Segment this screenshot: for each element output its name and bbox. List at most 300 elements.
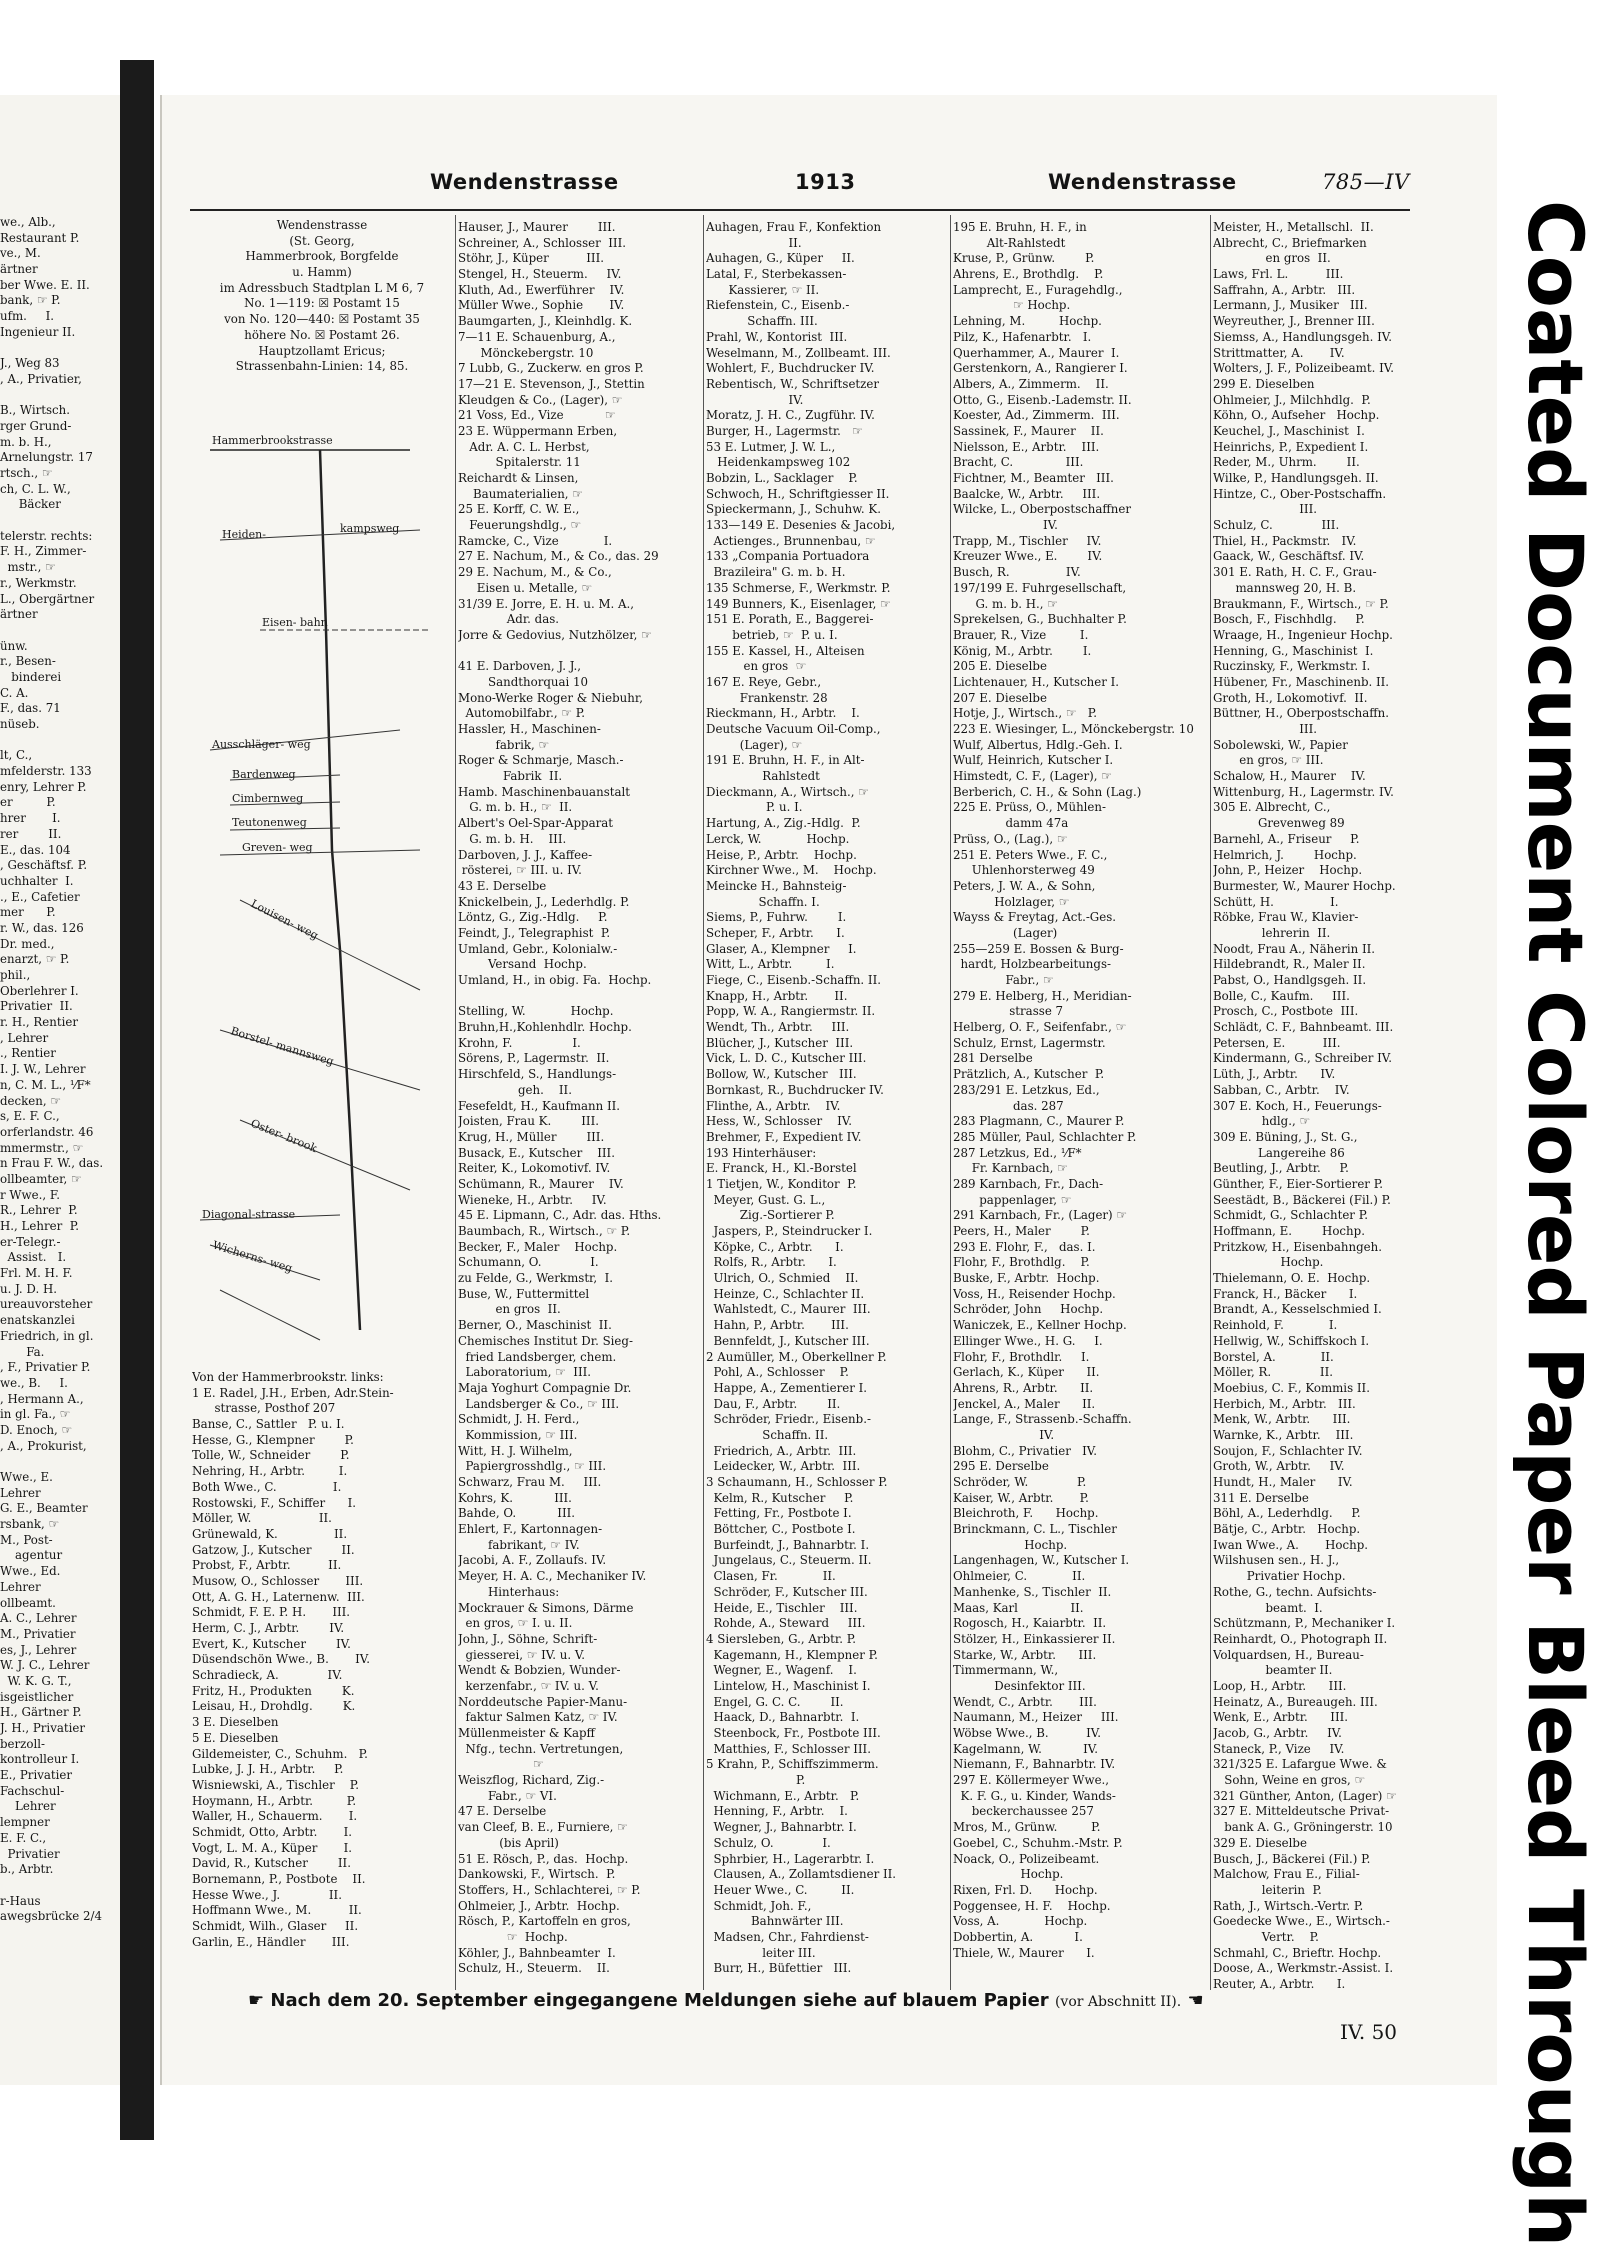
- c2-line: Kommission, ☞ III.: [458, 1427, 578, 1442]
- c3-line: Kelm, R., Kutscher P.: [706, 1490, 854, 1505]
- c3-line: 193 Hinterhäuser:: [706, 1145, 817, 1160]
- c2-line: Papiergrosshdlg., ☞ III.: [458, 1459, 607, 1474]
- left-line: orferlandstr. 46: [0, 1124, 94, 1139]
- c5-line: Schützmann, P., Mechaniker I.: [1213, 1616, 1396, 1631]
- left-line: m. b. H.,: [0, 434, 52, 449]
- c4-line: Kagelmann, W. IV.: [953, 1741, 1098, 1756]
- left-line: Lehrer: [0, 1485, 41, 1500]
- footer-text: Nach dem 20. September eingegangene Meldungen siehe auf blauem Papier: [270, 1990, 1049, 2011]
- c4-line: Blohm, C., Privatier IV.: [953, 1443, 1097, 1458]
- c3-line: Spieckermann, J., Schuhw. K.: [706, 502, 881, 517]
- c4-line: Wulf, Albertus, Hdlg.-Geh. I.: [953, 737, 1123, 752]
- c4-line: Timmermann, W.,: [953, 1663, 1059, 1678]
- c5-line: Sobolewski, W., Papier: [1213, 737, 1348, 752]
- c3-line: en gros ☞: [706, 659, 807, 674]
- c5-line: Privatier Hochp.: [1213, 1569, 1346, 1584]
- left-line: Lehrer: [0, 1799, 56, 1814]
- c2-line: Umland, Gebr., Kolonialw.-: [458, 941, 618, 956]
- c2-line: Berner, O., Maschinist II.: [458, 1318, 612, 1333]
- c3-line: Bennfeldt, J., Kutscher III.: [706, 1333, 870, 1348]
- c5-line: Beutling, J., Arbtr. P.: [1213, 1161, 1349, 1176]
- c5-line: Iwan Wwe., A. Hochp.: [1213, 1537, 1369, 1552]
- c4-line: Hochp.: [953, 1537, 1068, 1552]
- intro-line: Hammerbrook, Borgfelde: [245, 249, 399, 264]
- c1-line: Hesse Wwe., J. II.: [192, 1887, 342, 1902]
- c5-line: Hundt, H., Maler IV.: [1213, 1475, 1353, 1489]
- c5-line: Büttner, H., Oberpostschaffn.: [1213, 706, 1390, 721]
- c2-line: fabrik, ☞: [458, 737, 550, 752]
- c4-line: Rogosch, H., Kaiarbtr. II.: [953, 1616, 1107, 1631]
- c5-line: Ohlmeier, J., Milchhdlg. P.: [1213, 392, 1371, 407]
- c2-line: Jorre & Gedovius, Nutzhölzer, ☞: [458, 627, 652, 642]
- c3-line: betrieb, ☞ P. u. I.: [706, 627, 838, 642]
- intro-line: höhere No. ☒ Postamt 26.: [244, 327, 400, 342]
- left-line: ollbeamter, ☞: [0, 1171, 82, 1186]
- c4-line: Kruse, P., Grünw. P.: [953, 251, 1095, 266]
- left-line: enatskanzlei: [0, 1313, 75, 1328]
- c2-line: Kohrs, K. III.: [458, 1490, 572, 1505]
- map-label-borstel: Borstel- mannsweg: [229, 1024, 336, 1069]
- c1-line: Fritz, H., Produkten K.: [192, 1683, 355, 1698]
- street-intro: [192, 218, 452, 375]
- c3-line: Burfeindt, J., Bahnarbtr. I.: [706, 1537, 870, 1552]
- c5-line: Malchow, Frau E., Filial-: [1213, 1867, 1360, 1882]
- c2-line: Hirschfeld, S., Handlungs-: [458, 1067, 617, 1082]
- map-label-greven: Greven- weg: [242, 841, 313, 854]
- left-line: berzoll-: [0, 1736, 46, 1751]
- c3-line: Dau, F., Arbtr. II.: [706, 1396, 841, 1411]
- c3-line: Rieckmann, H., Arbtr. I.: [706, 706, 860, 721]
- c4-line: Hochp.: [953, 1867, 1064, 1882]
- c1-line: Hoffmann Wwe., M. II.: [192, 1903, 362, 1918]
- c2-line: [458, 644, 703, 660]
- pointing-hand-icon: ☛: [248, 1990, 271, 2011]
- left-line: Restaurant P.: [0, 230, 80, 245]
- c4-line: 293 E. Flohr, F., das. I.: [953, 1239, 1096, 1254]
- footer-note: (vor Abschnitt II).: [1054, 1994, 1182, 2010]
- left-line: r. W., das. 126: [0, 920, 84, 935]
- map-label-wichern: Wicherns- weg: [211, 1238, 294, 1276]
- c5-line: Reuter, A., Arbtr. I.: [1213, 1977, 1346, 1991]
- c3-line: Prahl, W., Kontorist III.: [706, 329, 848, 344]
- c5-line: 327 E. Mitteldeutsche Privat-: [1213, 1804, 1390, 1819]
- c2-line: Fabr., ☞ VI.: [458, 1788, 557, 1803]
- c5-line: Seestädt, B., Bäckerei (Fil.) P.: [1213, 1192, 1391, 1207]
- c4-line: 281 Derselbe: [953, 1051, 1033, 1066]
- c5-line: Helmrich, J. Hochp.: [1213, 847, 1357, 862]
- c2-line: kerzenfabr., ☞ IV. u. V.: [458, 1678, 599, 1693]
- column-divider: [950, 215, 951, 1990]
- c4-line: Flohr, F., Brothdlg. P.: [953, 1255, 1090, 1270]
- c5-line: Schalow, H., Maurer IV.: [1213, 769, 1366, 784]
- left-line: W. K. G. T.,: [0, 1673, 72, 1688]
- footer-notice: [248, 1990, 1204, 2011]
- c2-line: Ehlert, F., Kartonnagen-: [458, 1522, 603, 1537]
- c5-line: bank A. G., Gröningerstr. 10: [1213, 1820, 1393, 1835]
- c5-line: Schulz, C. III.: [1213, 518, 1340, 533]
- c4-line: Hotje, J., Wirtsch., ☞ P.: [953, 706, 1098, 721]
- c2-line: Witt, H. J. Wilhelm,: [458, 1443, 573, 1458]
- c3-line: Heise, P., Arbtr. Hochp.: [706, 847, 857, 862]
- c4-line: Rixen, Frl. D. Hochp.: [953, 1882, 1098, 1897]
- c4-line: 223 E. Wiesinger, L., Mönckebergstr. 10: [953, 722, 1194, 736]
- left-line: enry, Lehrer P.: [0, 779, 87, 794]
- c4-line: 205 E. Dieselbe: [953, 659, 1047, 674]
- c3-line: Latal, F., Sterbekassen-: [706, 267, 847, 282]
- c5-line: Albrecht, C., Briefmarken: [1213, 235, 1367, 250]
- c3-line: Rohde, A., Steward III.: [706, 1616, 866, 1631]
- c3-line: Meyer, Gust. G. L.,: [706, 1192, 826, 1207]
- c3-line: Schwoch, H., Schriftgiesser II.: [706, 486, 890, 501]
- left-line: mfelderstr. 133: [0, 764, 92, 779]
- c4-line: Prüss, O., (Lag.), ☞: [953, 831, 1068, 846]
- c4-line: Peers, H., Maler P.: [953, 1224, 1090, 1238]
- c4-line: Stölzer, H., Einkassierer II.: [953, 1631, 1116, 1646]
- c4-line: G. m. b. H., ☞: [953, 596, 1058, 611]
- intro-line: Wendenstrasse: [276, 218, 368, 232]
- c4-line: Poggensee, H. F. Hochp.: [953, 1898, 1111, 1913]
- left-line: , F., Privatier P.: [0, 1360, 91, 1375]
- c3-line: Siems, P., Fuhrw. I.: [706, 910, 847, 925]
- c2-line: Stöhr, J., Küper III.: [458, 251, 604, 266]
- left-line: uchhalter I.: [0, 873, 74, 888]
- left-line: isgeistlicher: [0, 1689, 74, 1704]
- c2-line: Schulz, H., Steuerm. II.: [458, 1961, 610, 1976]
- left-line: A. C., Lehrer: [0, 1611, 77, 1626]
- c2-line: Hamb. Maschinenbauanstalt: [458, 784, 631, 799]
- c1-line: Probst, F., Arbtr. II.: [192, 1558, 342, 1573]
- c3-line: Knapp, H., Arbtr. II.: [706, 988, 848, 1003]
- c4-line: Sprekelsen, G., Buchhalter P.: [953, 612, 1127, 627]
- c3-line: Glaser, A., Klempner I.: [706, 941, 857, 956]
- c5-line: Hochp.: [1213, 1255, 1324, 1270]
- c5-line: Saffrahn, A., Arbtr. III.: [1213, 282, 1356, 297]
- left-line: ufm. I.: [0, 309, 55, 324]
- left-line: M., Post-: [0, 1532, 53, 1547]
- c4-line: Schröder, W. P.: [953, 1475, 1087, 1489]
- intro-line: Strassenbahn-Linien: 14, 85.: [235, 359, 409, 374]
- c3-line: 53 E. Lutmer, J. W. L.,: [706, 439, 836, 454]
- c3-line: Schröder, F., Kutscher III.: [706, 1584, 868, 1599]
- c4-line: Naumann, M., Heizer III.: [953, 1710, 1119, 1725]
- c5-line: Wraage, H., Ingenieur Hochp.: [1213, 627, 1393, 642]
- map-label-teutonenweg: Teutonenweg: [232, 816, 307, 829]
- c2-line: Maja Yoghurt Compagnie Dr.: [458, 1380, 632, 1395]
- c4-line: das. 287: [953, 1098, 1064, 1113]
- c4-line: Bracht, C. III.: [953, 455, 1084, 470]
- c4-line: Brinckmann, C. L., Tischler: [953, 1522, 1117, 1537]
- c2-line: fried Landsberger, chem.: [458, 1349, 617, 1364]
- c5-line: Strittmatter, A. IV.: [1213, 345, 1345, 360]
- c4-line: Lange, F., Strassenb.-Schaffn.: [953, 1412, 1132, 1427]
- c2-line: Adr. A. C. L. Herbst,: [458, 439, 590, 454]
- c5-line: Reder, M., Uhrm. II.: [1213, 455, 1360, 470]
- c3-line: Burr, H., Büfettier III.: [706, 1961, 852, 1976]
- c4-line: Jenckel, A., Maler II.: [953, 1396, 1096, 1411]
- c4-line: Fr. Karnbach, ☞: [953, 1161, 1068, 1176]
- map-label-ausschlaeger: Ausschläger- weg: [212, 738, 311, 751]
- left-line: Fachschul-: [0, 1783, 65, 1798]
- c3-line: Lerck, W. Hochp.: [706, 831, 850, 846]
- c4-line: 283 Plagmann, C., Maurer P.: [953, 1114, 1125, 1129]
- c5-line: Weyreuther, J., Brenner III.: [1213, 314, 1375, 329]
- c5-line: Schmahl, C., Brieftr. Hochp.: [1213, 1945, 1382, 1960]
- left-line: hrer I.: [0, 811, 61, 826]
- left-line: [0, 1878, 120, 1894]
- c4-line: 283/291 E. Letzkus, Ed.,: [953, 1082, 1100, 1097]
- c3-line: Hahn, P., Arbtr. III.: [706, 1318, 849, 1333]
- c4-line: beckerchaussee 257: [953, 1804, 1094, 1819]
- c1-line: Rostowski, F., Schiffer I.: [192, 1495, 357, 1510]
- left-line: J. H., Privatier: [0, 1721, 86, 1735]
- left-line: r-Haus: [0, 1893, 41, 1908]
- c3-line: Heuer Wwe., C. II.: [706, 1882, 855, 1897]
- left-line: D. Enoch, ☞: [0, 1422, 73, 1437]
- c5-line: Rath, J., Wirtsch.-Vertr. P.: [1213, 1898, 1364, 1913]
- c3-line: P. u. I.: [706, 800, 803, 815]
- c1-line: strasse, Posthof 207: [192, 1401, 336, 1416]
- c4-line: 207 E. Dieselbe: [953, 690, 1047, 705]
- c2-line: 23 E. Wüppermann Erben,: [458, 423, 618, 438]
- c3-line: (Lager), ☞: [706, 737, 803, 752]
- c3-line: Meincke H., Bahnsteig-: [706, 878, 847, 893]
- directory-column-3: [706, 220, 950, 1977]
- left-line: Arnelungstr. 17: [0, 450, 93, 465]
- c3-line: Zig.-Sortierer P.: [706, 1208, 835, 1223]
- c5-line: Groth, H., Lokomotivf. II.: [1213, 690, 1368, 705]
- c3-line: Schmidt, Joh. F.,: [706, 1898, 812, 1913]
- c4-line: 279 E. Helberg, H., Meridian-: [953, 988, 1132, 1003]
- c5-line: hdlg., ☞: [1213, 1114, 1311, 1129]
- c3-line: Rolfs, R., Arbtr. I.: [706, 1255, 837, 1270]
- c4-line: Ahrens, R., Arbtr. II.: [953, 1380, 1094, 1395]
- c4-line: Noack, O., Polizeibeamt.: [953, 1851, 1100, 1866]
- c4-line: IV.: [953, 1427, 1055, 1442]
- c2-line: Schümann, R., Maurer IV.: [458, 1176, 624, 1191]
- c4-line: strasse 7: [953, 1004, 1064, 1019]
- c3-line: Clasen, Fr. II.: [706, 1569, 836, 1584]
- c1-line: Lubke, J. J. H., Arbtr. P.: [192, 1762, 344, 1777]
- c5-line: III.: [1213, 502, 1317, 517]
- c5-line: Wilke, P., Handlungsgeh. II.: [1213, 471, 1379, 485]
- c2-line: Adr. das.: [458, 612, 560, 627]
- c1-line: Nehring, H., Arbtr. I.: [192, 1464, 348, 1479]
- c1-line: 3 E. Dieselben: [192, 1715, 279, 1730]
- left-line: ve., M.: [0, 246, 41, 261]
- c5-line: Röbke, Frau W., Klavier-: [1213, 910, 1359, 925]
- c5-line: Borstel, A. II.: [1213, 1349, 1334, 1364]
- c5-line: Burmester, W., Maurer Hochp.: [1213, 878, 1396, 893]
- left-line: rsbank, ☞: [0, 1517, 60, 1532]
- c3-line: Brehmer, F., Expedient IV.: [706, 1129, 862, 1144]
- c1-line: Gatzow, J., Kutscher II.: [192, 1542, 355, 1557]
- c1-line: 1 E. Radel, J.H., Erben, Adr.Stein-: [192, 1385, 394, 1400]
- c4-line: (Lager): [953, 925, 1058, 940]
- c2-line: Jacobi, A. F., Zollaufs. IV.: [458, 1553, 607, 1568]
- c2-line: Mönckebergstr. 10: [458, 345, 594, 360]
- c5-line: Hintze, C., Ober-Postschaffn.: [1213, 486, 1387, 501]
- c5-line: 321 Günther, Anton, (Lager) ☞: [1213, 1788, 1397, 1803]
- left-line: Wwe., E.: [0, 1470, 53, 1484]
- c5-line: John, P., Heizer Hochp.: [1213, 863, 1363, 878]
- c1-line: Bornemann, P., Postbote II.: [192, 1872, 366, 1886]
- c2-line: Ohlmeier, J., Arbtr. Hochp.: [458, 1898, 620, 1913]
- c5-line: Meister, H., Metallschl. II.: [1213, 220, 1374, 234]
- intro-line: Hauptzollamt Ericus;: [258, 343, 386, 358]
- left-page-fragment: [0, 95, 120, 2085]
- left-line: C. A.: [0, 685, 29, 700]
- c5-line: III.: [1213, 722, 1317, 736]
- c5-line: Volquardsen, H., Bureau-: [1213, 1647, 1364, 1662]
- left-line: ollbeamt.: [0, 1595, 56, 1610]
- c4-line: Baalcke, W., Arbtr. III.: [953, 486, 1101, 501]
- c4-line: damm 47a: [953, 816, 1069, 831]
- c3-line: Matthies, F., Schlosser III.: [706, 1741, 871, 1756]
- c5-line: Rothe, G., techn. Aufsichts-: [1213, 1584, 1377, 1599]
- c2-line: van Cleef, B. E., Furniere, ☞: [458, 1820, 628, 1835]
- c3-line: Fiege, C., Eisenb.-Schaffn. II.: [706, 973, 882, 987]
- c3-line: Madsen, Chr., Fahrdienst-: [706, 1929, 869, 1944]
- c2-line: 31/39 E. Jorre, E. H. u. M. A.,: [458, 596, 635, 611]
- left-line: L., Obergärtner: [0, 591, 95, 606]
- left-line: r., Werkmstr.: [0, 575, 77, 590]
- c2-line: Sörens, P., Lagermstr. II.: [458, 1051, 610, 1066]
- c2-line: Versand Hochp.: [458, 957, 587, 972]
- c5-line: Jacob, G., Arbtr. IV.: [1213, 1726, 1342, 1740]
- c3-line: 5 Krahn, P., Schiffszimmerm.: [706, 1757, 879, 1772]
- c4-line: Desinfektor III.: [953, 1678, 1086, 1693]
- c2-line: Chemisches Institut Dr. Sieg-: [458, 1333, 633, 1348]
- c3-line: Heinze, C., Schlachter II.: [706, 1286, 865, 1301]
- c5-line: Ruczinsky, F., Werkmstr. I.: [1213, 659, 1371, 674]
- c1-line: Gildemeister, C., Schuhm. P.: [192, 1746, 368, 1761]
- c2-line: en gros II.: [458, 1302, 561, 1317]
- c3-line: Rebentisch, W., Schriftsetzer: [706, 376, 879, 391]
- c5-line: Goedecke Wwe., E., Wirtsch.-: [1213, 1914, 1390, 1929]
- c3-line: Haack, D., Bahnarbtr. I.: [706, 1710, 860, 1725]
- c2-line: Krohn, F. I.: [458, 1035, 581, 1050]
- c3-line: Wendt, Th., Arbtr. III.: [706, 1020, 850, 1035]
- c2-line: Meyer, H. A. C., Mechaniker IV.: [458, 1569, 647, 1584]
- c1-line: Herm, C. J., Arbtr. IV.: [192, 1621, 345, 1635]
- left-line: H., Gärtner P.: [0, 1705, 82, 1720]
- left-line: G. E., Beamter: [0, 1501, 88, 1516]
- c2-line: 29 E. Nachum, M., & Co.,: [458, 565, 612, 580]
- c2-line: 17—21 E. Stevenson, J., Stettin: [458, 376, 645, 391]
- c4-line: Pilz, K., Hafenarbtr. I.: [953, 329, 1092, 344]
- c3-line: Weselmann, M., Zollbeamt. III.: [706, 345, 891, 360]
- c2-line: Löntz, G., Zig.-Hdlg. P.: [458, 910, 608, 925]
- c1-line: Möller, W. II.: [192, 1511, 332, 1526]
- c4-line: Nielsson, E., Arbtr. III.: [953, 439, 1100, 454]
- c3-line: Sphrbier, H., Lagerarbtr. I.: [706, 1851, 875, 1866]
- left-line: B., Wirtsch.: [0, 403, 70, 418]
- left-line: , A., Privatier,: [0, 371, 82, 386]
- c2-line: Umland, H., in obig. Fa. Hochp.: [458, 973, 652, 987]
- left-line: er-Telegr.-: [0, 1234, 61, 1249]
- map-label-hammerbrookstrasse: Hammerbrookstrasse: [212, 434, 333, 447]
- left-line: , Lehrer: [0, 1030, 49, 1045]
- c3-line: Bahnwärter III.: [706, 1914, 844, 1929]
- c3-line: Schaffn. III.: [706, 314, 818, 329]
- c2-line: Dankowski, F., Wirtsch. P.: [458, 1867, 616, 1882]
- c1-line: Schradieck, A. IV.: [192, 1668, 343, 1683]
- left-line: [0, 341, 120, 357]
- c2-line: fabrikant, ☞ IV.: [458, 1537, 580, 1552]
- c5-line: Wenk, E., Arbtr. III.: [1213, 1710, 1349, 1725]
- c5-line: 305 E. Albrecht, C.,: [1213, 800, 1331, 815]
- c5-line: 311 E. Derselbe: [1213, 1490, 1309, 1505]
- c3-line: Blücher, J., Kutscher III.: [706, 1035, 854, 1050]
- c1-line: Hesse, G., Klempner P.: [192, 1432, 354, 1447]
- c5-line: Doose, A., Werkmstr.-Assist. I.: [1213, 1961, 1394, 1976]
- left-line: ünw.: [0, 638, 28, 653]
- c5-line: en gros, ☞ III.: [1213, 753, 1324, 768]
- c5-line: Heinatz, A., Bureaugeh. III.: [1213, 1694, 1378, 1709]
- left-line: Privatier: [0, 1846, 60, 1861]
- c4-line: Mros, M., Grünw. P.: [953, 1820, 1101, 1835]
- c1-line: Leisau, H., Drohdlg. K.: [192, 1699, 356, 1714]
- c5-line: leiterin P.: [1213, 1882, 1322, 1897]
- binding-shadow: [120, 60, 154, 2140]
- c4-line: Schulz, Ernst, Lagermstr.: [953, 1035, 1106, 1050]
- c5-line: 329 E. Dieselbe: [1213, 1835, 1307, 1850]
- left-line: ch, C. L. W.,: [0, 481, 71, 496]
- map-label-cimbernweg: Cimbernweg: [232, 792, 304, 805]
- c2-line: ☞ Hochp.: [458, 1929, 568, 1944]
- c4-line: Peters, J. W. A., & Sohn,: [953, 878, 1096, 893]
- c2-line: Fabrik II.: [458, 769, 563, 784]
- c1-line: Vogt, L. M. A., Küper I.: [192, 1840, 352, 1855]
- map-label-diagonal: Diagonal-strasse: [202, 1208, 296, 1221]
- left-line: [0, 388, 120, 404]
- c2-line: Schwarz, Frau M. III.: [458, 1475, 602, 1489]
- left-line: n Frau F. W., das.: [0, 1156, 104, 1171]
- c3-line: Wegner, E., Wagenf. I.: [706, 1663, 857, 1678]
- left-line: R., Lehrer P.: [0, 1203, 78, 1218]
- header-page-ref: 785—IV: [1322, 170, 1410, 194]
- c2-line: (bis April): [458, 1835, 559, 1850]
- c2-line: Müller Wwe., Sophie IV.: [458, 298, 625, 313]
- c3-line: Schaffn. I.: [706, 894, 820, 909]
- c4-line: Wendt, C., Arbtr. III.: [953, 1694, 1097, 1709]
- left-line: r Wwe., F.: [0, 1187, 60, 1202]
- c2-line: Kluth, Ad., Ewerführer IV.: [458, 282, 625, 297]
- c2-line: Köhler, J., Bahnbeamter I.: [458, 1945, 616, 1960]
- c3-line: 151 E. Porath, E., Baggerei-: [706, 612, 874, 627]
- c3-line: Pohl, A., Schlosser P.: [706, 1365, 849, 1380]
- c4-line: Lehning, M. Hochp.: [953, 314, 1102, 329]
- c4-line: Starke, W., Arbtr. III.: [953, 1647, 1097, 1662]
- c3-line: Lintelow, H., Maschinist I.: [706, 1678, 871, 1693]
- left-page-column: [0, 215, 120, 1925]
- c5-line: Möller, R. II.: [1213, 1365, 1334, 1380]
- c4-line: Querhammer, A., Maurer I.: [953, 345, 1120, 360]
- c4-line: Lamprecht, E., Furagehdlg.,: [953, 282, 1123, 297]
- c5-line: 321/325 E. Lafargue Wwe. &: [1213, 1757, 1387, 1772]
- left-line: r., Besen-: [0, 654, 56, 669]
- c5-line: Hübener, Fr., Maschinenb. II.: [1213, 674, 1390, 689]
- map-label-heiden: Heiden-: [222, 528, 266, 541]
- c5-line: Siemss, A., Handlungsgeh. IV.: [1213, 329, 1392, 344]
- c3-line: Rahlstedt: [706, 769, 820, 784]
- intro-line: von No. 120—440: ☒ Postamt 35: [224, 312, 420, 327]
- c2-line: Buse, W., Futtermittel: [458, 1286, 590, 1301]
- header-left-street: Wendenstrasse: [430, 170, 619, 194]
- c3-line: P.: [706, 1773, 806, 1788]
- directory-column-4: [953, 220, 1209, 1961]
- c2-line: Schmidt, J. H. Ferd.,: [458, 1412, 580, 1427]
